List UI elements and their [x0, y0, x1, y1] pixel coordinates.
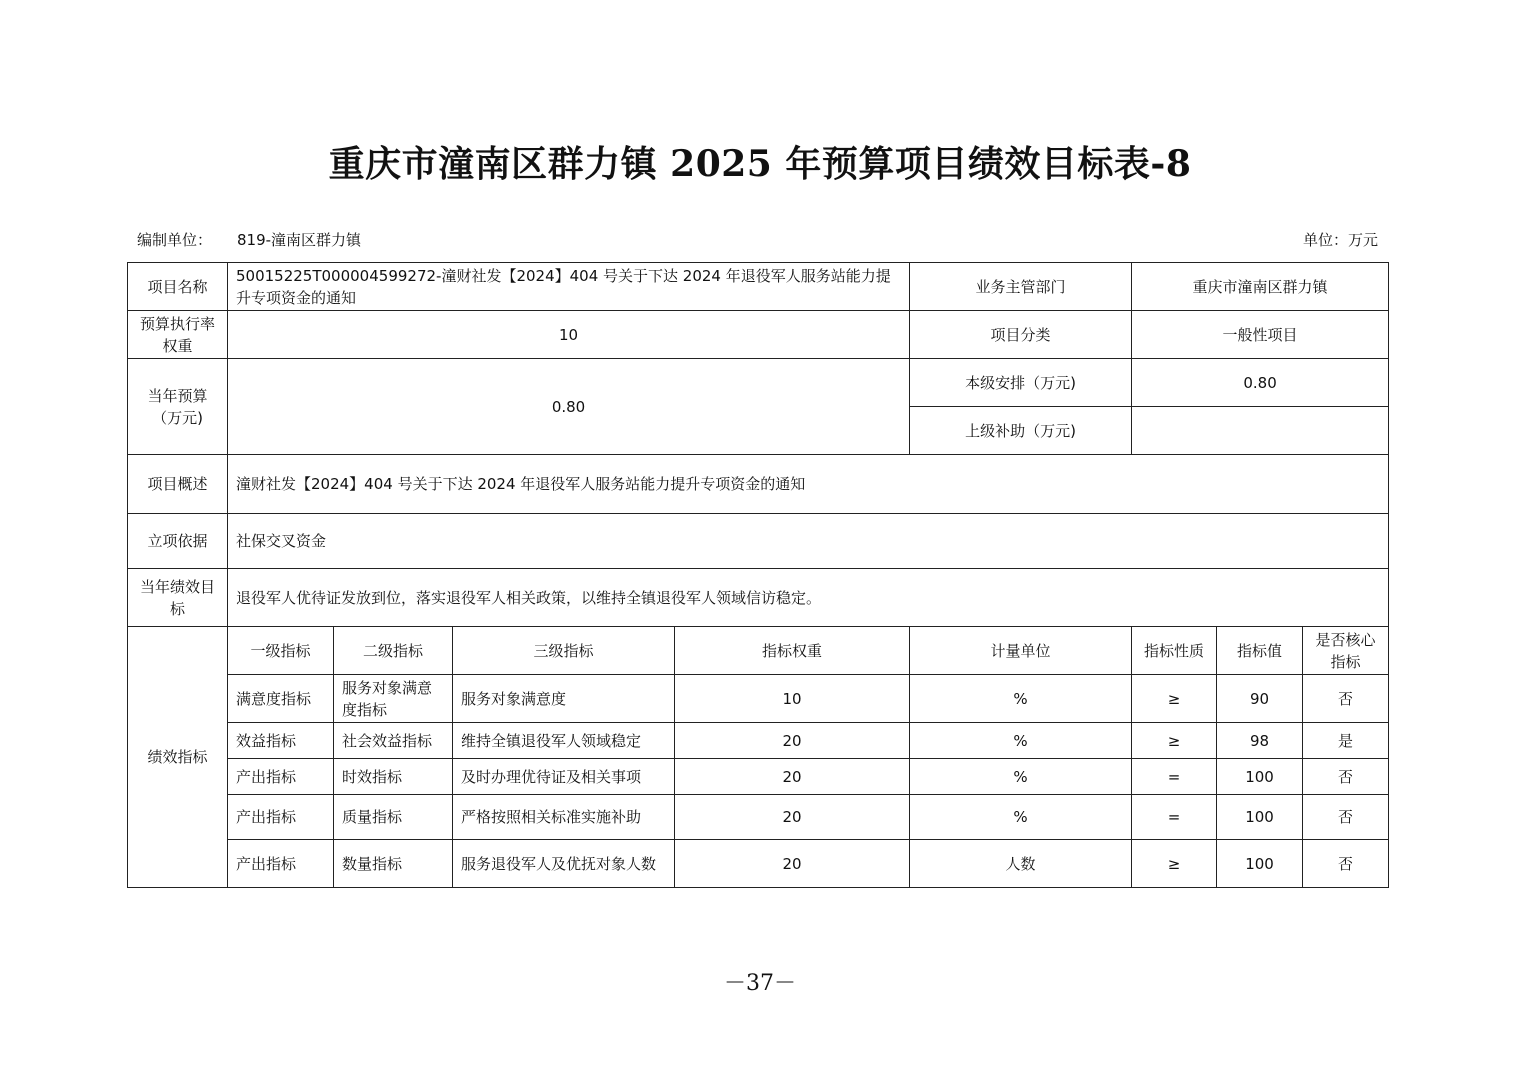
indicator-level2: 社会效益指标 — [334, 723, 453, 759]
indicator-value: 100 — [1217, 795, 1303, 840]
goal-value: 退役军人优待证发放到位，落实退役军人相关政策，以维持全镇退役军人领域信访稳定。 — [228, 569, 1389, 627]
indicator-weight: 10 — [675, 675, 910, 723]
performance-table — [127, 262, 1389, 888]
project-name-label: 项目名称 — [128, 263, 228, 311]
currency-unit: 单位：万元 — [1302, 231, 1378, 249]
indicator-level2: 数量指标 — [334, 840, 453, 888]
indicator-level2: 质量指标 — [334, 795, 453, 840]
overview-label: 项目概述 — [128, 455, 228, 514]
indicator-nature: = — [1132, 759, 1217, 795]
indicator-level1: 效益指标 — [228, 723, 334, 759]
indicator-weight: 20 — [675, 723, 910, 759]
table-row — [128, 723, 1389, 759]
indicator-core: 否 — [1303, 759, 1389, 795]
indicator-nature: ≥ — [1132, 840, 1217, 888]
category-label: 项目分类 — [910, 311, 1132, 359]
indicator-value: 98 — [1217, 723, 1303, 759]
indicator-unit: 人数 — [910, 840, 1132, 888]
compiling-unit-value: 819-潼南区群力镇 — [237, 231, 362, 249]
weight-value: 10 — [228, 311, 910, 359]
indicator-nature: ≥ — [1132, 723, 1217, 759]
indicator-value: 100 — [1217, 759, 1303, 795]
indicator-level1: 产出指标 — [228, 840, 334, 888]
upper-funding-value — [1132, 407, 1389, 455]
basis-label: 立项依据 — [128, 514, 228, 569]
local-funding-value: 0.80 — [1132, 359, 1389, 407]
indicator-level3: 服务对象满意度 — [453, 675, 675, 723]
page-title: 重庆市潼南区群力镇 2025 年预算项目绩效目标表-8 — [328, 143, 1192, 185]
indicator-unit: % — [910, 675, 1132, 723]
indicator-level3: 严格按照相关标准实施补助 — [453, 795, 675, 840]
indicator-value: 90 — [1217, 675, 1303, 723]
indicator-weight: 20 — [675, 759, 910, 795]
goal-label: 当年绩效目标 — [128, 569, 228, 627]
upper-funding-label: 上级补助（万元) — [910, 407, 1132, 455]
header-value: 指标值 — [1217, 627, 1303, 675]
header-nature: 指标性质 — [1132, 627, 1217, 675]
header-level1: 一级指标 — [228, 627, 334, 675]
table-row — [128, 795, 1389, 840]
indicator-core: 是 — [1303, 723, 1389, 759]
page-number: －37－ — [724, 971, 796, 996]
indicator-unit: % — [910, 795, 1132, 840]
indicator-level1: 满意度指标 — [228, 675, 334, 723]
indicator-nature: = — [1132, 795, 1217, 840]
budget-value: 0.80 — [228, 359, 910, 455]
indicator-header-row — [128, 627, 1389, 675]
indicator-value: 100 — [1217, 840, 1303, 888]
indicator-weight: 20 — [675, 795, 910, 840]
compiling-unit — [137, 229, 361, 250]
indicator-core: 否 — [1303, 840, 1389, 888]
category-value: 一般性项目 — [1132, 311, 1389, 359]
indicator-core: 否 — [1303, 675, 1389, 723]
dept-value: 重庆市潼南区群力镇 — [1132, 263, 1389, 311]
header-level3: 三级指标 — [453, 627, 675, 675]
weight-label: 预算执行率权重 — [128, 311, 228, 359]
table-row — [128, 675, 1389, 723]
header-core: 是否核心指标 — [1303, 627, 1389, 675]
indicator-level3: 服务退役军人及优抚对象人数 — [453, 840, 675, 888]
indicator-nature: ≥ — [1132, 675, 1217, 723]
overview-value: 潼财社发【2024】404 号关于下达 2024 年退役军人服务站能力提升专项资金的通知 — [228, 455, 1389, 514]
indicator-unit: % — [910, 759, 1132, 795]
indicator-level2: 时效指标 — [334, 759, 453, 795]
table-row — [128, 840, 1389, 888]
local-funding-label: 本级安排（万元) — [910, 359, 1132, 407]
indicator-level1: 产出指标 — [228, 795, 334, 840]
header-weight: 指标权重 — [675, 627, 910, 675]
indicator-core: 否 — [1303, 795, 1389, 840]
compiling-unit-label: 编制单位： — [137, 231, 213, 249]
indicator-level1: 产出指标 — [228, 759, 334, 795]
indicators-label: 绩效指标 — [128, 627, 228, 888]
basis-value: 社保交叉资金 — [228, 514, 1389, 569]
header-unit: 计量单位 — [910, 627, 1132, 675]
indicator-level3: 维持全镇退役军人领域稳定 — [453, 723, 675, 759]
indicator-unit: % — [910, 723, 1132, 759]
table-row — [128, 759, 1389, 795]
indicator-weight: 20 — [675, 840, 910, 888]
header-level2: 二级指标 — [334, 627, 453, 675]
indicator-level3: 及时办理优待证及相关事项 — [453, 759, 675, 795]
project-name-value: 50015225T000004599272-潼财社发【2024】404 号关于下达 2024 年退役军人服务站能力提升专项资金的通知 — [228, 263, 910, 311]
dept-label: 业务主管部门 — [910, 263, 1132, 311]
budget-label: 当年预算（万元) — [128, 359, 228, 455]
indicator-level2: 服务对象满意度指标 — [334, 675, 453, 723]
